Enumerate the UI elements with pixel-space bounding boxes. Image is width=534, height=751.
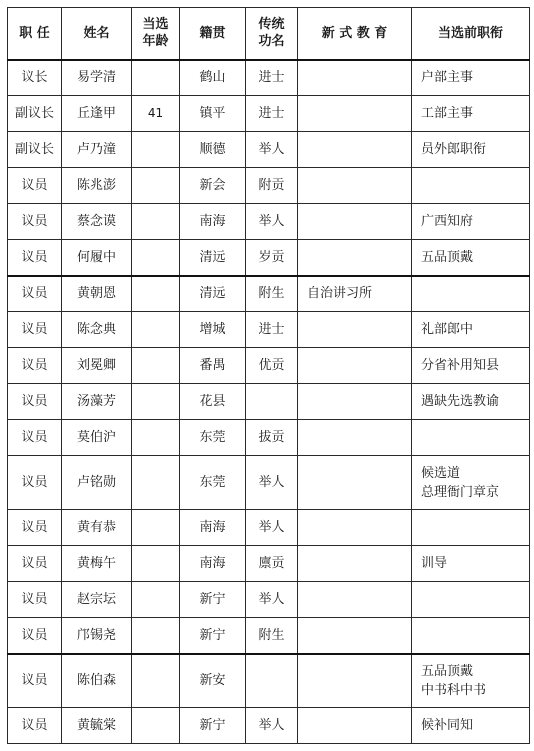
table-row: [8, 546, 530, 582]
position-cell: 候补同知: [412, 708, 530, 744]
age-cell: [132, 60, 180, 96]
position-cell: 广西知府: [412, 204, 530, 240]
education-cell: [298, 348, 412, 384]
header-position: 当选前职衔: [412, 8, 530, 60]
name-cell: 蔡念谟: [62, 204, 132, 240]
table-row: [8, 582, 530, 618]
age-cell: [132, 708, 180, 744]
origin-cell: 增城: [180, 312, 246, 348]
education-cell: [298, 60, 412, 96]
position-cell: [412, 420, 530, 456]
role-cell: 议员: [8, 510, 62, 546]
age-cell: [132, 654, 180, 708]
degree-cell: [246, 384, 298, 420]
degree-cell: 附生: [246, 276, 298, 312]
education-cell: 自治讲习所: [298, 276, 412, 312]
origin-cell: 镇平: [180, 96, 246, 132]
role-cell: 议长: [8, 60, 62, 96]
origin-cell: 南海: [180, 510, 246, 546]
table-row: [8, 204, 530, 240]
position-cell: 户部主事: [412, 60, 530, 96]
table-row: [8, 510, 530, 546]
degree-cell: 举人: [246, 582, 298, 618]
position-cell: 遇缺先选教谕: [412, 384, 530, 420]
role-cell: 议员: [8, 456, 62, 510]
position-cell: 礼部郎中: [412, 312, 530, 348]
degree-cell: 进士: [246, 60, 298, 96]
table-row: [8, 384, 530, 420]
origin-cell: 东莞: [180, 456, 246, 510]
origin-cell: 南海: [180, 546, 246, 582]
name-cell: 莫伯沪: [62, 420, 132, 456]
degree-cell: 举人: [246, 204, 298, 240]
origin-cell: 清远: [180, 276, 246, 312]
name-cell: 卢铭勋: [62, 456, 132, 510]
degree-cell: 拔贡: [246, 420, 298, 456]
education-cell: [298, 132, 412, 168]
age-cell: [132, 384, 180, 420]
degree-cell: 举人: [246, 132, 298, 168]
role-cell: 议员: [8, 582, 62, 618]
header-degree-text: 传统 功名: [258, 17, 285, 50]
origin-cell: 花县: [180, 384, 246, 420]
position-cell: 五品顶戴 中书科中书: [412, 654, 530, 708]
age-cell: [132, 420, 180, 456]
table-row: [8, 312, 530, 348]
role-cell: 议员: [8, 312, 62, 348]
table-row: [8, 456, 530, 510]
position-cell: 员外郎职衔: [412, 132, 530, 168]
age-cell: [132, 618, 180, 654]
position-cell: 分省补用知县: [412, 348, 530, 384]
table-row: [8, 60, 530, 96]
name-cell: 黄毓棠: [62, 708, 132, 744]
role-cell: 议员: [8, 546, 62, 582]
education-cell: [298, 546, 412, 582]
position-cell: [412, 168, 530, 204]
name-cell: 刘冕卿: [62, 348, 132, 384]
header-name: 姓名: [62, 8, 132, 60]
degree-cell: 岁贡: [246, 240, 298, 276]
header-row: [8, 8, 530, 60]
origin-cell: 新安: [180, 654, 246, 708]
name-cell: 何履中: [62, 240, 132, 276]
role-cell: 议员: [8, 204, 62, 240]
role-cell: 议员: [8, 168, 62, 204]
origin-cell: 新会: [180, 168, 246, 204]
table-row: [8, 708, 530, 744]
education-cell: [298, 708, 412, 744]
name-cell: 陈兆澎: [62, 168, 132, 204]
officials-table: [7, 7, 530, 744]
position-cell: [412, 618, 530, 654]
age-cell: 41: [132, 96, 180, 132]
education-cell: [298, 582, 412, 618]
header-degree: [246, 8, 298, 60]
role-cell: 议员: [8, 240, 62, 276]
origin-cell: 新宁: [180, 582, 246, 618]
education-cell: [298, 456, 412, 510]
origin-cell: 清远: [180, 240, 246, 276]
table-row: [8, 132, 530, 168]
position-cell: 训导: [412, 546, 530, 582]
table-row: [8, 168, 530, 204]
origin-cell: 新宁: [180, 708, 246, 744]
education-cell: [298, 618, 412, 654]
age-cell: [132, 312, 180, 348]
degree-cell: [246, 654, 298, 708]
role-cell: 议员: [8, 276, 62, 312]
name-cell: 丘逢甲: [62, 96, 132, 132]
age-cell: [132, 204, 180, 240]
position-cell: 工部主事: [412, 96, 530, 132]
education-cell: [298, 654, 412, 708]
origin-cell: 南海: [180, 204, 246, 240]
role-cell: 副议长: [8, 96, 62, 132]
position-cell: [412, 276, 530, 312]
position-cell: 五品顶戴: [412, 240, 530, 276]
age-cell: [132, 132, 180, 168]
age-cell: [132, 546, 180, 582]
age-cell: [132, 456, 180, 510]
degree-cell: 举人: [246, 510, 298, 546]
degree-cell: 优贡: [246, 348, 298, 384]
role-cell: 议员: [8, 384, 62, 420]
table-row: [8, 240, 530, 276]
education-cell: [298, 420, 412, 456]
position-cell: [412, 582, 530, 618]
education-cell: [298, 312, 412, 348]
degree-cell: 进士: [246, 96, 298, 132]
name-cell: 黄梅午: [62, 546, 132, 582]
degree-cell: 举人: [246, 708, 298, 744]
table-row: [8, 96, 530, 132]
name-cell: 汤藻芳: [62, 384, 132, 420]
table-row: [8, 348, 530, 384]
age-cell: [132, 276, 180, 312]
education-cell: [298, 240, 412, 276]
header-role: 职 任: [8, 8, 62, 60]
header-age: [132, 8, 180, 60]
header-origin: 籍贯: [180, 8, 246, 60]
education-cell: [298, 384, 412, 420]
name-cell: 陈伯森: [62, 654, 132, 708]
origin-cell: 番禺: [180, 348, 246, 384]
name-cell: 邝锡尧: [62, 618, 132, 654]
name-cell: 卢乃潼: [62, 132, 132, 168]
name-cell: 黄有恭: [62, 510, 132, 546]
degree-cell: 附贡: [246, 168, 298, 204]
role-cell: 议员: [8, 420, 62, 456]
name-cell: 陈念典: [62, 312, 132, 348]
degree-cell: 附生: [246, 618, 298, 654]
table-row: [8, 654, 530, 708]
age-cell: [132, 582, 180, 618]
education-cell: [298, 96, 412, 132]
role-cell: 副议长: [8, 132, 62, 168]
degree-cell: 廪贡: [246, 546, 298, 582]
header-age-text: 当选 年龄: [142, 17, 169, 50]
origin-cell: 东莞: [180, 420, 246, 456]
role-cell: 议员: [8, 618, 62, 654]
age-cell: [132, 348, 180, 384]
origin-cell: 鹤山: [180, 60, 246, 96]
role-cell: 议员: [8, 348, 62, 384]
age-cell: [132, 168, 180, 204]
role-cell: 议员: [8, 708, 62, 744]
origin-cell: 新宁: [180, 618, 246, 654]
age-cell: [132, 240, 180, 276]
age-cell: [132, 510, 180, 546]
table-row: [8, 276, 530, 312]
table-row: [8, 618, 530, 654]
education-cell: [298, 168, 412, 204]
education-cell: [298, 510, 412, 546]
degree-cell: 进士: [246, 312, 298, 348]
degree-cell: 举人: [246, 456, 298, 510]
name-cell: 易学清: [62, 60, 132, 96]
table-row: [8, 420, 530, 456]
table-body: [8, 60, 530, 744]
origin-cell: 顺德: [180, 132, 246, 168]
position-cell: 候选道 总理衙门章京: [412, 456, 530, 510]
role-cell: 议员: [8, 654, 62, 708]
name-cell: 赵宗坛: [62, 582, 132, 618]
education-cell: [298, 204, 412, 240]
name-cell: 黄朝恩: [62, 276, 132, 312]
position-cell: [412, 510, 530, 546]
header-education: 新 式 教 育: [298, 8, 412, 60]
